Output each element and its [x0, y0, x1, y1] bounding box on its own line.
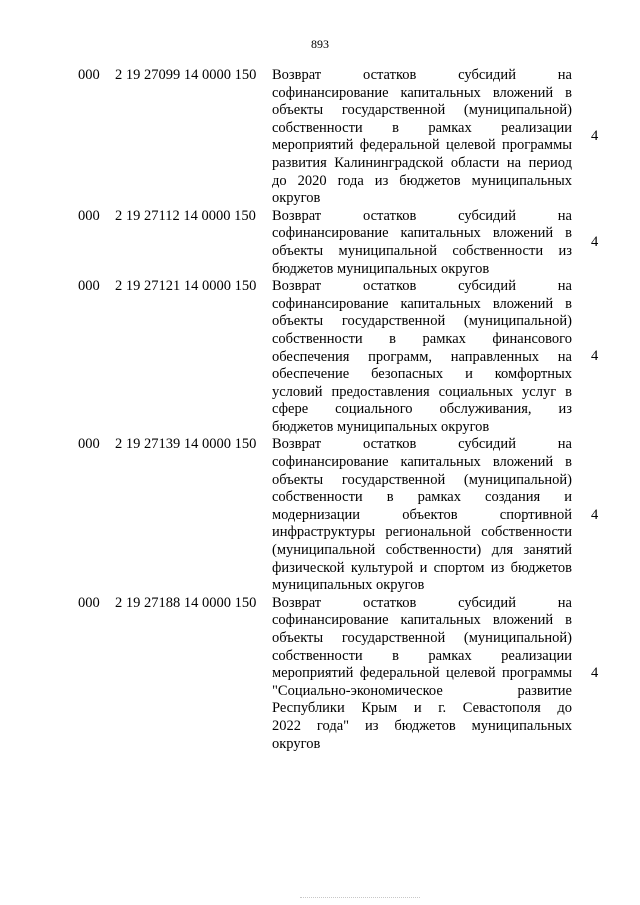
description-line: Возврат остатков субсидий на	[272, 278, 572, 295]
budget-code-table	[0, 67, 640, 753]
table-row	[0, 436, 640, 594]
description-line: объекты государственной (муниципальной)	[272, 313, 572, 330]
amount-value: 4	[591, 506, 599, 523]
scan-artifact-divider	[300, 897, 420, 900]
budget-classification-code: 2 19 27188 14 0000 150	[115, 594, 257, 611]
description-line: объекты государственной (муниципальной)	[272, 630, 572, 646]
description-line: Возврат остатков субсидий на	[272, 594, 572, 611]
description-line: "Социально-экономическое развитие	[272, 682, 572, 699]
description-line: мероприятий федеральной целевой программы	[272, 665, 572, 682]
description-line: объекты государственной (муниципальной)	[272, 102, 572, 119]
description-line: округов	[272, 190, 321, 207]
description-line: бюджетов муниципальных округов	[272, 418, 490, 435]
description-line: условий предоставления социальных услуг в	[272, 383, 572, 400]
description-line: софинансирование капитальных вложений в	[272, 612, 572, 629]
budget-classification-code: 2 19 27112 14 0000 150	[115, 207, 256, 224]
description-line: округов	[272, 735, 321, 752]
amount-value: 4	[591, 665, 599, 682]
description-line: (муниципальной собственности) для занятий	[272, 542, 572, 559]
description-line: собственности в рамках реализации	[272, 119, 572, 136]
admin-code: 000	[78, 67, 100, 83]
description-line: собственности в рамках создания и	[272, 489, 572, 506]
description-line: Возврат остатков субсидий на	[272, 436, 572, 453]
admin-code: 000	[78, 436, 100, 453]
budget-classification-code: 2 19 27099 14 0000 150	[115, 67, 257, 83]
description-line: модернизации объектов спортивной	[272, 506, 572, 523]
budget-classification-code: 2 19 27121 14 0000 150	[115, 278, 257, 295]
description-line: собственности в рамках реализации	[272, 647, 572, 664]
description-line: инфраструктуры региональной собственности	[272, 524, 572, 541]
description-line: софинансирование капитальных вложений в	[272, 225, 572, 242]
description-line: до 2020 года из бюджетов муниципальных	[272, 172, 572, 189]
amount-value: 4	[591, 348, 599, 365]
income-description	[272, 278, 572, 436]
admin-code: 000	[78, 207, 100, 224]
description-line: Возврат остатков субсидий на	[272, 67, 572, 83]
description-line: Возврат остатков субсидий на	[272, 207, 572, 224]
table-row	[0, 67, 640, 208]
description-line: развития Калининградской области на период	[272, 154, 572, 171]
description-line: бюджетов муниципальных округов	[272, 260, 490, 277]
description-line: мероприятий федеральной целевой программы	[272, 137, 572, 154]
income-description	[272, 436, 572, 594]
description-line: объекты муниципальной собственности из	[272, 242, 572, 259]
description-line: сфере социального обслуживания, из	[272, 401, 572, 418]
description-line: муниципальных округов	[272, 577, 425, 594]
description-line: Республики Крым и г. Севастополя до	[272, 700, 572, 717]
page-number: 893	[311, 37, 329, 51]
description-line: объекты государственной (муниципальной)	[272, 471, 572, 488]
description-line: 2022 года" из бюджетов муниципальных	[272, 717, 572, 734]
income-description	[272, 208, 572, 278]
description-line: софинансирование капитальных вложений в	[272, 454, 572, 471]
description-line: собственности в рамках финансового	[272, 330, 572, 347]
amount-value: 4	[591, 234, 599, 251]
description-line: физической культурой и спортом из бюджетов	[272, 559, 572, 576]
table-row	[0, 208, 640, 278]
admin-code: 000	[78, 278, 100, 295]
budget-classification-code: 2 19 27139 14 0000 150	[115, 436, 257, 453]
income-description	[272, 67, 572, 208]
description-line: обеспечение безопасных и комфортных	[272, 366, 572, 383]
table-row	[0, 278, 640, 436]
table-row	[0, 595, 640, 753]
amount-value: 4	[591, 128, 599, 145]
income-description	[272, 595, 572, 753]
description-line: обеспечения программ, направленных на	[272, 348, 572, 365]
admin-code: 000	[78, 594, 100, 611]
description-line: софинансирование капитальных вложений в	[272, 84, 572, 101]
description-line: софинансирование капитальных вложений в	[272, 295, 572, 312]
